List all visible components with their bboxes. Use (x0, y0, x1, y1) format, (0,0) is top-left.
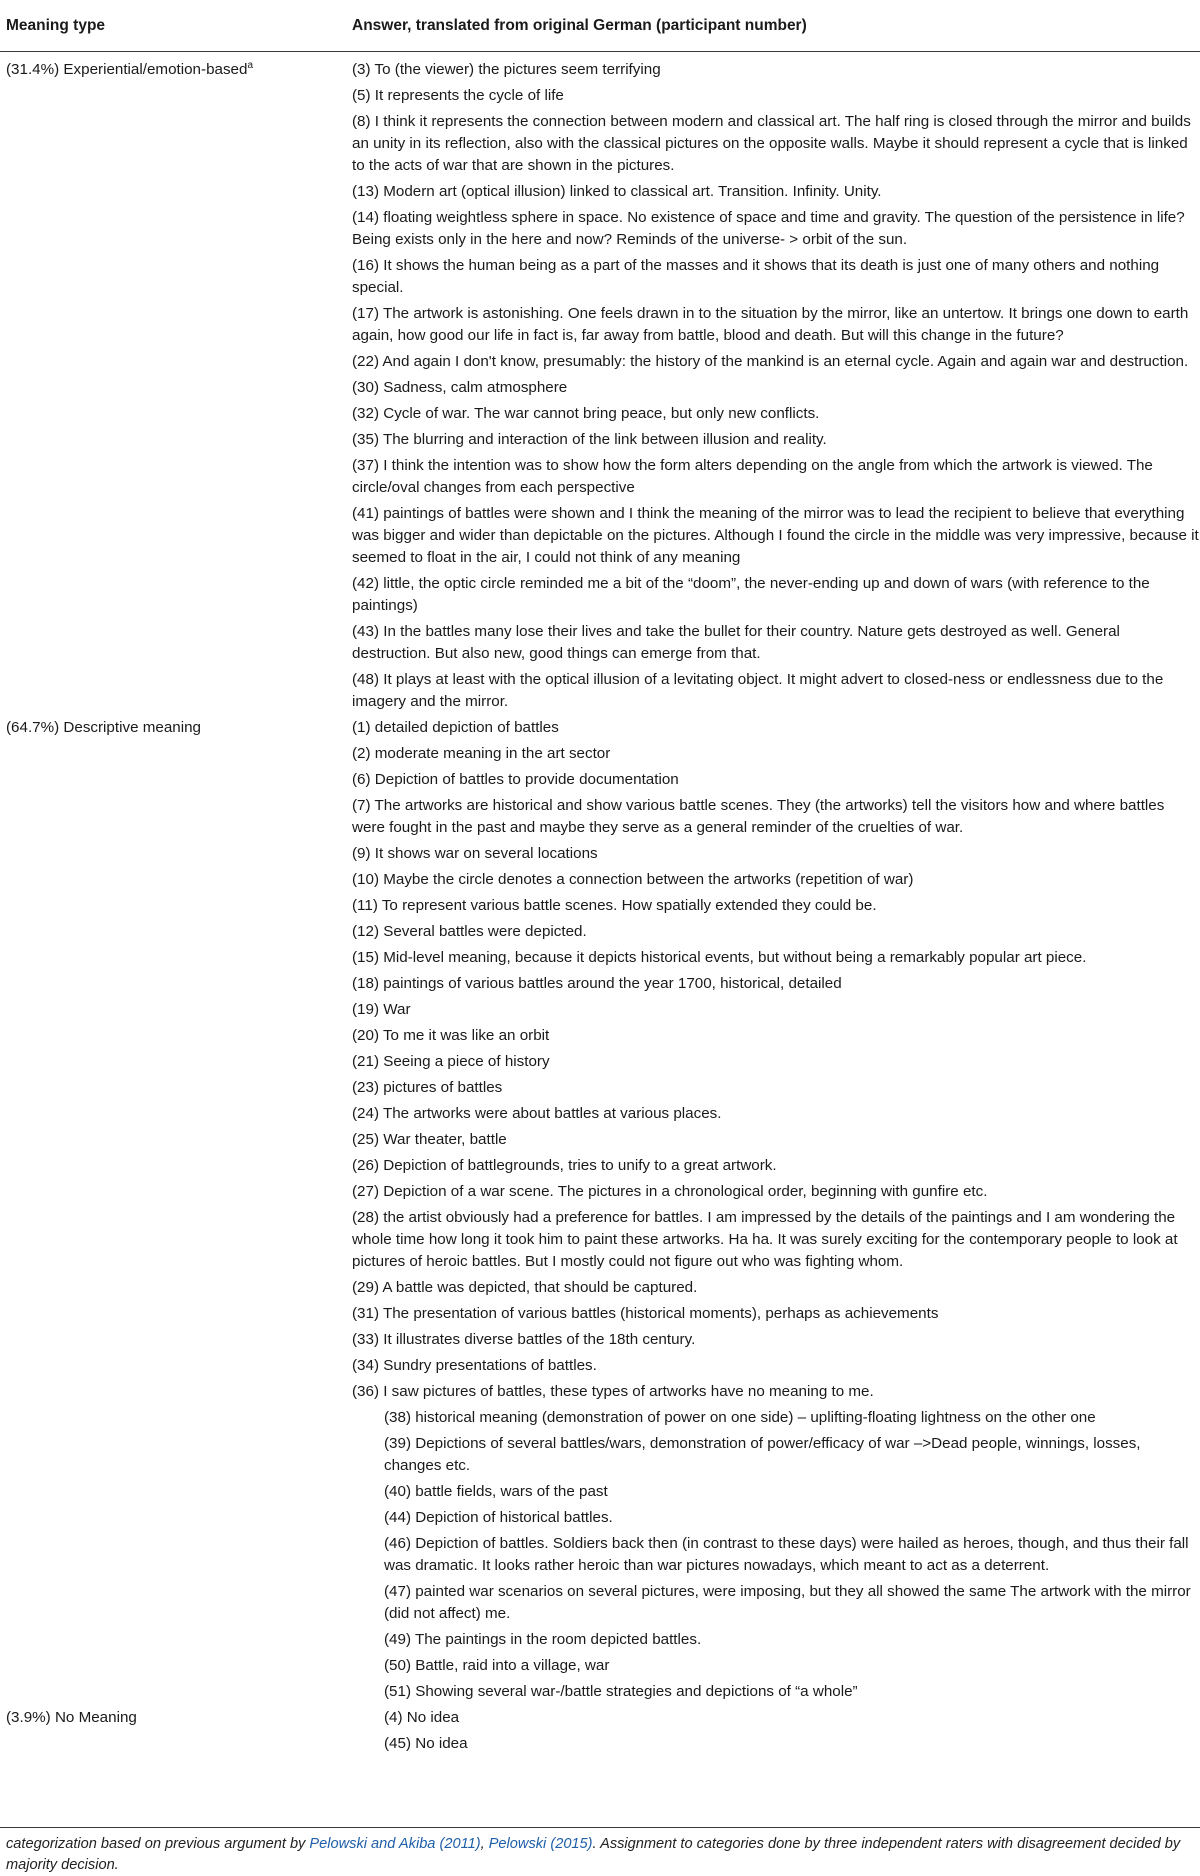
answer-item: (49) The paintings in the room depicted battles. (384, 1631, 702, 1648)
answer-item: (8) I think it represents the connection between modern and classical art. The half ring is closed through the mirror and builds an unity in its reflection, also with the classical pictures on the opposite walls. Maybe it should represent a cycle that is linked to the acts of war that are shown in the pictures. (352, 113, 1191, 174)
answer-item: (35) The blurring and interaction of the link between illusion and reality. (352, 431, 827, 448)
table-body (0, 52, 1200, 1755)
header-meaning-type: Meaning type (6, 16, 106, 34)
table-row (0, 1703, 1200, 1755)
answer-item: (3) To (the viewer) the pictures seem terrifying (352, 61, 661, 78)
answer-item: (45) No idea (384, 1735, 468, 1752)
answer-item: (33) It illustrates diverse battles of the 18th century. (352, 1331, 696, 1348)
footnote-suffix: . Assignment to categories done by three independent raters with disagreement decided by majority decision. (6, 1836, 1181, 1873)
footnote-separator: , (480, 1836, 489, 1852)
answer-item: (46) Depiction of battles. Soldiers back then (in contrast to these days) were hailed as heroes, though, and thus their fall was dramatic. It looks rather heroic than war pictures nowadays, which meant to act as a deterrent. (384, 1535, 1189, 1574)
answer-item: (36) I saw pictures of battles, these types of artworks have no meaning to me. (352, 1383, 874, 1400)
meaning-type-cell (0, 1703, 346, 1755)
table-header (0, 0, 1200, 52)
answer-item: (7) The artworks are historical and show various battle scenes. They (the artworks) tell the visitors how and where battles were fought in the past and maybe they serve as a general reminder of the cruelties of war. (352, 797, 1165, 836)
answer-item: (30) Sadness, calm atmosphere (352, 379, 568, 396)
meaning-type-cell (0, 55, 346, 713)
answer-item: (37) I think the intention was to show how the form alters depending on the angle from which the artwork is viewed. The circle/oval changes from each perspective (352, 457, 1153, 496)
answers-cell (346, 1703, 1200, 1755)
answer-item: (2) moderate meaning in the art sector (352, 745, 611, 762)
meaning-type-label: (64.7%) Descriptive meaning (6, 719, 201, 736)
meaning-type-label: (3.9%) No Meaning (6, 1709, 137, 1726)
answer-item: (27) Depiction of a war scene. The pictures in a chronological order, beginning with gunfire etc. (352, 1183, 988, 1200)
answer-item: (6) Depiction of battles to provide documentation (352, 771, 679, 788)
answer-item: (22) And again I don't know, presumably: the history of the mankind is an eternal cycle. Again and again war and destruction. (352, 353, 1189, 370)
answer-item: (41) paintings of battles were shown and I think the meaning of the mirror was to lead the recipient to believe that everything was bigger and wider than depictable on the pictures. Although I found the circle in the middle was very impressive, because it seemed to float in the air, I could not think of any meaning (352, 505, 1199, 566)
answer-item: (24) The artworks were about battles at various places. (352, 1105, 722, 1122)
answer-item: (14) floating weightless sphere in space. No existence of space and time and gravity. The question of the persistence in life? Being exists only in the here and now? Reminds of the universe- > orbit of the sun. (352, 209, 1185, 248)
answer-item: (10) Maybe the circle denotes a connection between the artworks (repetition of war) (352, 871, 914, 888)
table-row (0, 52, 1200, 713)
answer-item: (16) It shows the human being as a part of the masses and it shows that its death is just one of many others and nothing special. (352, 257, 1160, 296)
answer-item: (19) War (352, 1001, 411, 1018)
answer-item: (51) Showing several war-/battle strategies and depictions of “a whole” (384, 1683, 858, 1700)
meaning-type-label: (31.4%) Experiential/emotion-based (6, 61, 248, 78)
answer-item: (12) Several battles were depicted. (352, 923, 587, 940)
answer-item: (11) To represent various battle scenes. How spatially extended they could be. (352, 897, 877, 914)
answer-item: (5) It represents the cycle of life (352, 87, 564, 104)
answer-item: (34) Sundry presentations of battles. (352, 1357, 597, 1374)
footnote-prefix: categorization based on previous argument by (6, 1836, 310, 1852)
table-row (0, 713, 1200, 1703)
table-footnote (0, 1827, 1200, 1876)
answer-item: (31) The presentation of various battles (historical moments), perhaps as achievements (352, 1305, 939, 1322)
answer-item: (28) the artist obviously had a preference for battles. I am impressed by the details of the paintings and I am wondering the whole time how long it took him to paint these artworks. Ha ha. It was surely exciting for the contemporary people to look at pictures of heroic battles. But I mostly could not figure out who was fighting whom. (352, 1209, 1178, 1270)
answer-item: (9) It shows war on several locations (352, 845, 598, 862)
answer-item: (26) Depiction of battlegrounds, tries to unify to a great artwork. (352, 1157, 777, 1174)
answer-item: (42) little, the optic circle reminded me a bit of the “doom”, the never-ending up and down of wars (with reference to the paintings) (352, 575, 1150, 614)
answer-item: (47) painted war scenarios on several pictures, were imposing, but they all showed the same The artwork with the mirror (did not affect) me. (384, 1583, 1191, 1622)
footnote-marker: a (247, 59, 254, 71)
answer-item: (20) To me it was like an orbit (352, 1027, 550, 1044)
meaning-type-cell (0, 713, 346, 1703)
answer-item: (23) pictures of battles (352, 1079, 503, 1096)
answer-item: (29) A battle was depicted, that should be captured. (352, 1279, 698, 1296)
answer-item: (43) In the battles many lose their lives and take the bullet for their country. Nature gets destroyed as well. General destruction. But also new, good things can emerge from that. (352, 623, 1120, 662)
citation-link-pelowski-akiba[interactable]: Pelowski and Akiba (2011) (309, 1836, 481, 1852)
answer-item: (38) historical meaning (demonstration of power on one side) – uplifting-floating lightness on the other one (384, 1409, 1096, 1426)
answer-item: (25) War theater, battle (352, 1131, 507, 1148)
answer-item: (50) Battle, raid into a village, war (384, 1657, 610, 1674)
answer-item: (4) No idea (384, 1709, 460, 1726)
answers-cell (346, 713, 1200, 1703)
answer-item: (32) Cycle of war. The war cannot bring peace, but only new conflicts. (352, 405, 820, 422)
answer-item: (48) It plays at least with the optical illusion of a levitating object. It might advert to closed-ness or endlessness due to the imagery and the mirror. (352, 671, 1164, 710)
answer-item: (15) Mid-level meaning, because it depicts historical events, but without being a remarkably popular art piece. (352, 949, 1087, 966)
answer-item: (40) battle fields, wars of the past (384, 1483, 608, 1500)
answers-cell (346, 55, 1200, 713)
answer-item: (13) Modern art (optical illusion) linked to classical art. Transition. Infinity. Unity. (352, 183, 882, 200)
answer-item: (18) paintings of various battles around the year 1700, historical, detailed (352, 975, 842, 992)
answer-item: (1) detailed depiction of battles (352, 719, 559, 736)
answer-item: (44) Depiction of historical battles. (384, 1509, 613, 1526)
answer-item: (39) Depictions of several battles/wars, demonstration of power/efficacy of war –>Dead people, winnings, losses, changes etc. (384, 1435, 1141, 1474)
answer-item: (17) The artwork is astonishing. One feels drawn in to the situation by the mirror, like an untertow. It brings one down to earth again, how good our life in fact is, far away from battle, blood and death. But will this change in the future? (352, 305, 1189, 344)
answer-item: (21) Seeing a piece of history (352, 1053, 550, 1070)
header-answer: Answer, translated from original German (participant number) (352, 16, 807, 34)
citation-link-pelowski[interactable]: Pelowski (2015) (488, 1836, 593, 1852)
